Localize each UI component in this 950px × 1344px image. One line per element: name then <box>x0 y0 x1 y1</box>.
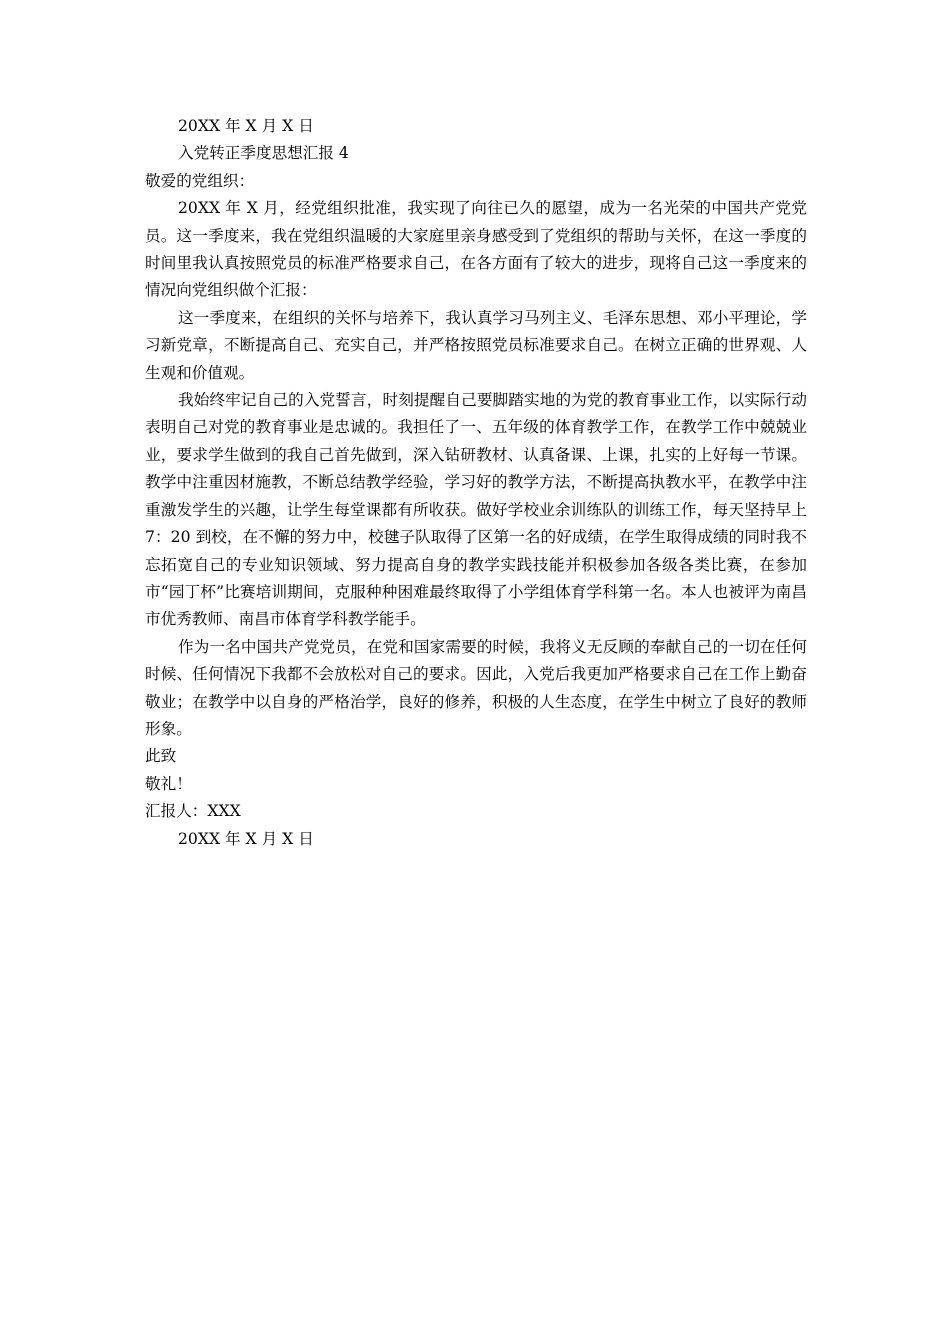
date-top: 20XX 年 X 月 X 日 <box>178 117 314 135</box>
paragraph-3: 我始终牢记自己的入党誓言，时刻提醒自己要脚踏实地的为党的教育事业工作，以实际行动表明自己对党的教育事业是忠诚的。我担任了一、五年级的体育教学工作，在教学工作中兢兢业业，要求学生做到的我自己首先做到，深入钻研教材、认真备课、上课，扎实的上好每一节课。教学中注重因材施教，不断总结教学经验，学习好的教学方法，不断提高执教水平，在教学中注重激发学生的兴趣，让学生每堂课都有所收获。做好学校业余训练队的训练工作，每天坚持早上 7：20 到校，在不懈的努力中，校毽子队取得了区第一名的好成绩，在学生取得成绩的同时我不忘拓宽自己的专业知识领域、努力提高自身的教学实践技能并积极参加各级各类比赛，在参加市“园丁杯”比赛培训期间，克服种种困难最终取得了小学组体育学科第一名。本人也被评为南昌市优秀教师、南昌市体育学科教学能手。 <box>145 391 807 629</box>
closing-line-1: 此致 <box>145 747 177 766</box>
paragraph-2: 这一季度来，在组织的关怀与培养下，我认真学习马列主义、毛泽东思想、邓小平理论，学习新党章，不断提高自己、充实自己，并严格按照党员标准要求自己。在树立正确的世界观、人生观和价值观。 <box>145 308 807 382</box>
document-title: 入党转正季度思想汇报 4 <box>178 144 349 163</box>
paragraph-1: 20XX 年 X 月，经党组织批准，我实现了向往已久的愿望，成为一名光荣的中国共产党党员。这一季度来，我在党组织温暖的大家庭里亲身感受到了党组织的帮助与关怀，在这一季度的时间里我认真按照党员的标准严格要求自己，在各方面有了较大的进步，现将自己这一季度来的情况向党组织做个汇报： <box>145 199 807 300</box>
paragraph-4: 作为一名中国共产党党员，在党和国家需要的时候，我将义无反顾的奉献自己的一切在任何时候、任何情况下我都不会放松对自己的要求。因此，入党后我更加严格要求自己在工作上勤奋敬业；在教学中以自身的严格治学，良好的修养，积极的人生态度，在学生中树立了良好的教师形象。 <box>145 637 807 738</box>
date-bottom: 20XX 年 X 月 X 日 <box>178 829 314 848</box>
signature: 汇报人：XXX <box>145 802 241 821</box>
salutation: 敬爱的党组织： <box>145 171 255 190</box>
document-page <box>145 113 807 853</box>
closing-line-2: 敬礼！ <box>145 774 192 793</box>
